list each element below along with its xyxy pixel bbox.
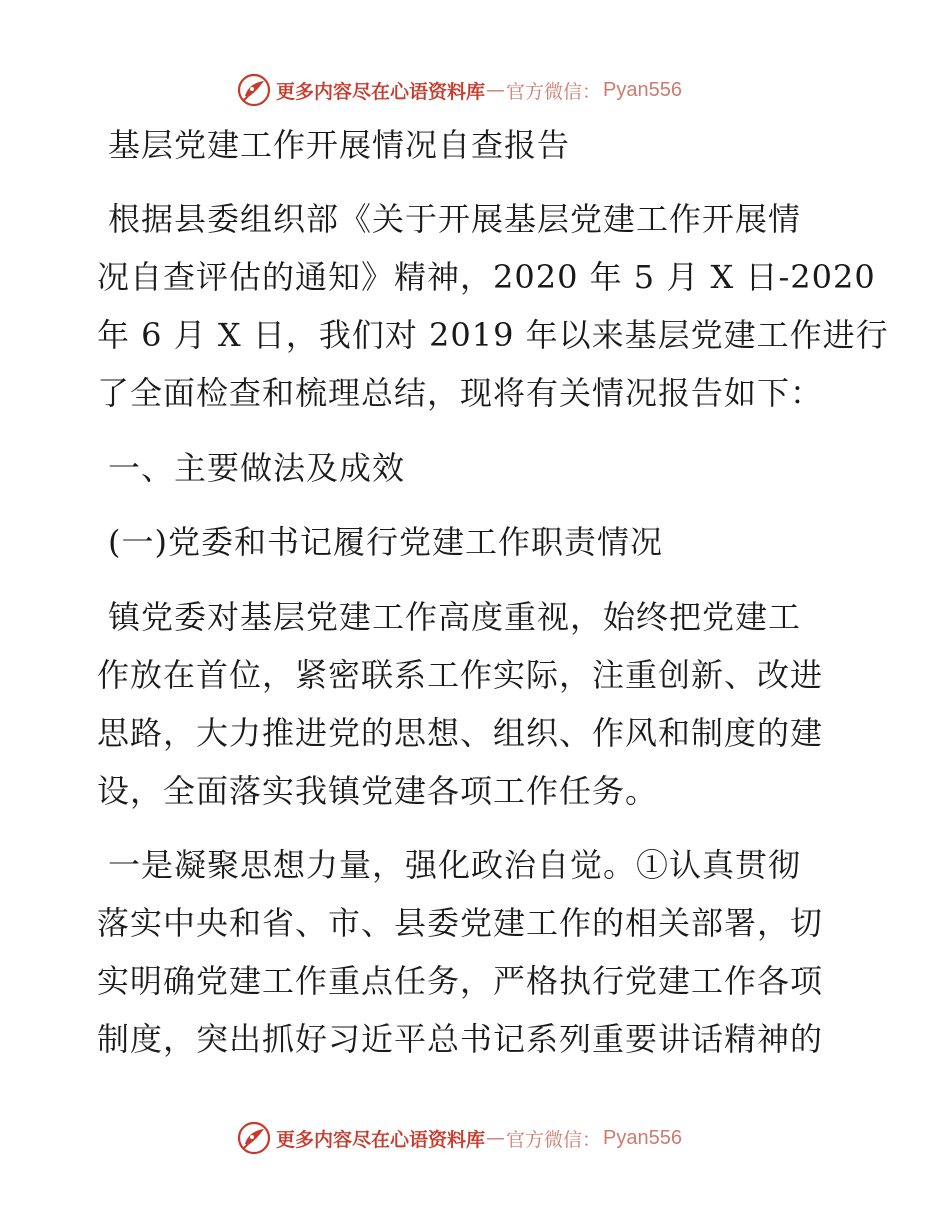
banner-official-label: 官方微信： [506, 80, 602, 103]
paragraph-line: 镇党委对基层党建工作高度重视，始终把党建工 [108, 598, 802, 636]
paragraph-line: 制度，突出抓好习近平总书记系列重要讲话精神的 [97, 1020, 824, 1058]
intro-line: 年 6 月 X 日，我们对 2019 年以来基层党建工作进行 [97, 316, 889, 354]
banner-official-label: 官方微信： [506, 1128, 602, 1151]
footer-watermark-banner [236, 1118, 682, 1158]
banner-wechat-id: Pyan556 [603, 78, 682, 101]
paragraph-line: 思路，大力推进党的思想、组织、作风和制度的建 [97, 714, 824, 752]
pen-logo-icon [236, 72, 272, 108]
pen-logo-icon [236, 1120, 272, 1156]
paragraph-line: 设，全面落实我镇党建各项工作任务。 [97, 772, 659, 810]
banner-dash: — [486, 79, 506, 101]
paragraph-line: 实明确党建工作重点任务，严格执行党建工作各项 [97, 962, 824, 1000]
intro-line: 根据县委组织部《关于开展基层党建工作开展情 [108, 200, 802, 238]
subsection-heading: (一)党委和书记履行党建工作职责情况 [108, 523, 663, 561]
paragraph-line: 落实中央和省、市、县委党建工作的相关部署，切 [97, 904, 824, 942]
banner-wechat-id: Pyan556 [603, 1126, 682, 1149]
intro-line: 了全面检查和梳理总结，现将有关情况报告如下： [97, 374, 824, 412]
paragraph-line: 作放在首位，紧密联系工作实际，注重创新、改进 [97, 656, 824, 694]
banner-dash: — [486, 1127, 506, 1149]
intro-line: 况自查评估的通知》精神，2020 年 5 月 X 日-2020 [97, 258, 876, 296]
document-title: 基层党建工作开展情况自查报告 [108, 126, 571, 164]
section-heading: 一、主要做法及成效 [108, 449, 406, 487]
header-watermark-banner [236, 70, 682, 110]
banner-slogan: 更多内容尽在心语资料库 [276, 80, 486, 103]
banner-slogan: 更多内容尽在心语资料库 [276, 1128, 486, 1151]
paragraph-line: 一是凝聚思想力量，强化政治自觉。①认真贯彻 [108, 846, 802, 884]
